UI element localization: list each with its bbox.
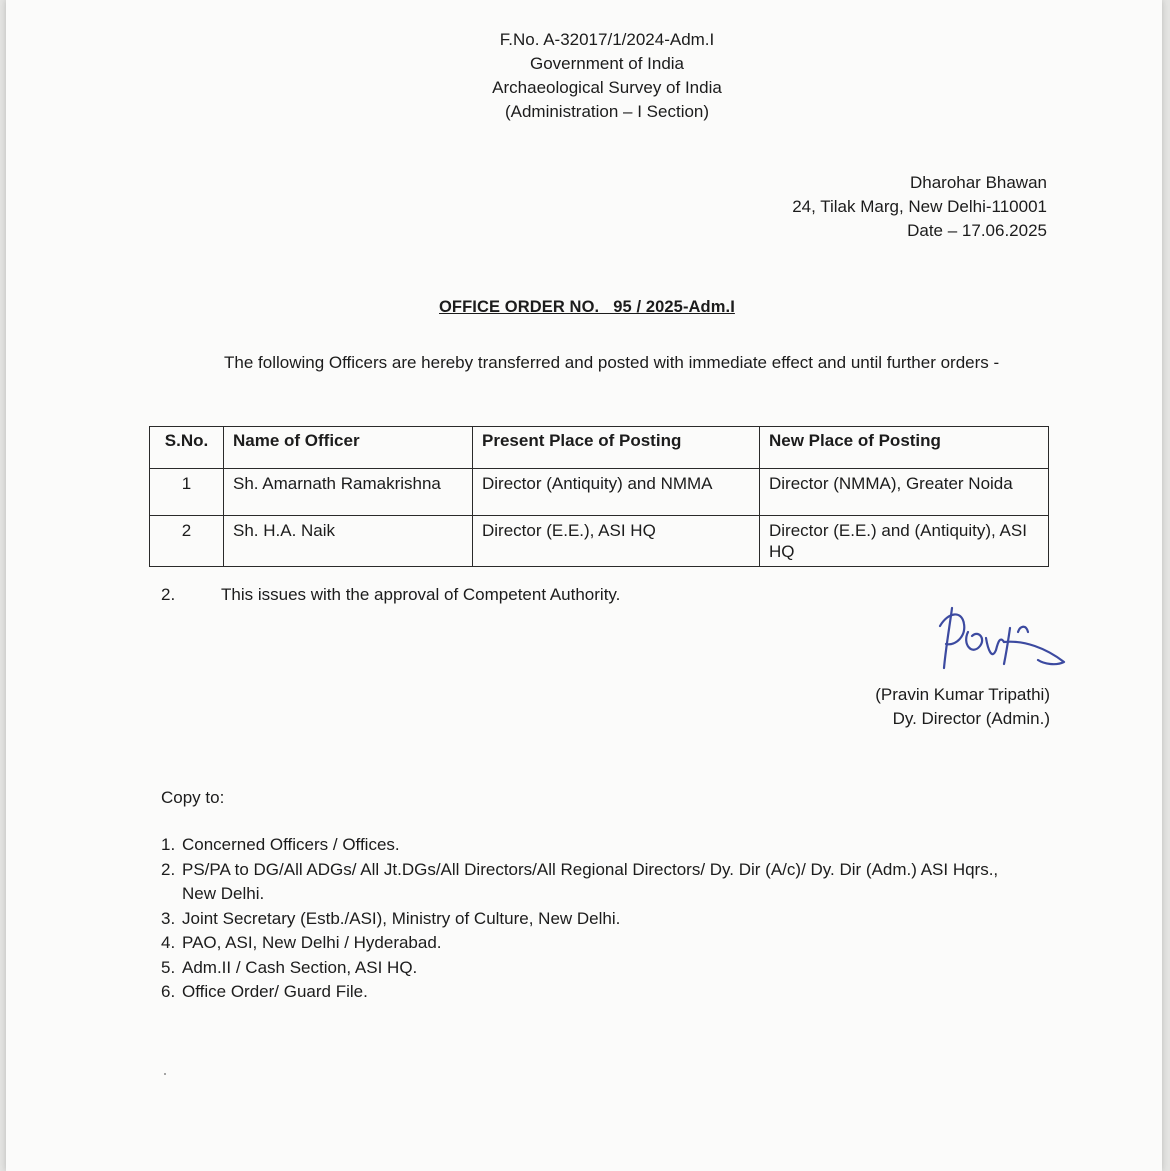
cell-officer-name: Sh. H.A. Naik xyxy=(224,516,473,567)
cell-present-posting: Director (E.E.), ASI HQ xyxy=(473,516,760,567)
section-line: (Administration – I Section) xyxy=(504,102,710,121)
list-item-text: Adm.II / Cash Section, ASI HQ. xyxy=(182,957,418,977)
cell-sno: 2 xyxy=(150,516,224,567)
list-item-text: Office Order/ Guard File. xyxy=(182,982,368,1001)
government-line: Government of India xyxy=(529,54,685,73)
cell-officer-name: Sh. Amarnath Ramakrishna xyxy=(224,469,473,516)
list-item-text: Joint Secretary (Estb./ASI), Ministry of Culture, New Delhi. xyxy=(182,908,621,928)
signature-image xyxy=(934,602,1074,672)
signatory-designation: Dy. Director (Admin.) xyxy=(892,709,1050,728)
list-item-text: Concerned Officers / Offices. xyxy=(182,835,400,854)
signatory-name: (Pravin Kumar Tripathi) xyxy=(875,685,1050,704)
address-building: Dharohar Bhawan xyxy=(909,173,1047,192)
scan-speck xyxy=(164,1073,166,1075)
cell-sno: 1 xyxy=(150,469,224,516)
cell-new-posting: Director (NMMA), Greater Noida xyxy=(760,469,1049,516)
transfer-table xyxy=(149,426,1049,567)
order-date: Date – 17.06.2025 xyxy=(907,221,1047,240)
list-item-number: 3. xyxy=(161,908,176,928)
intro-paragraph: The following Officers are hereby transferred and posted with immediate effect and until further orders - xyxy=(224,353,1000,372)
para2-text: This issues with the approval of Competent Authority. xyxy=(221,585,621,604)
list-item-text: PS/PA to DG/All ADGs/ All Jt.DGs/All Directors/All Regional Directors/ Dy. Dir (A/c)/ Dy. Dir (Adm.) ASI Hqrs., New Delhi. xyxy=(182,859,999,903)
cell-new-posting: Director (E.E.) and (Antiquity), ASI HQ xyxy=(760,516,1049,567)
list-item xyxy=(161,833,1041,858)
copy-to-label: Copy to: xyxy=(161,788,225,807)
header-officer-name: Name of Officer xyxy=(224,427,473,469)
list-item xyxy=(161,907,1041,932)
table-row xyxy=(150,469,1049,516)
list-item xyxy=(161,956,1041,981)
list-item xyxy=(161,931,1041,956)
list-item-text: PAO, ASI, New Delhi / Hyderabad. xyxy=(182,933,442,952)
list-item-number: 4. xyxy=(161,933,176,952)
header-new-posting: New Place of Posting xyxy=(760,427,1049,469)
table-row xyxy=(150,516,1049,567)
file-number: F.No. A-32017/1/2024-Adm.I xyxy=(499,30,715,49)
list-item-number: 2. xyxy=(161,859,176,879)
document-page xyxy=(6,0,1162,1171)
office-order-title: OFFICE ORDER NO. 95 / 2025-Adm.I xyxy=(439,298,735,316)
list-item-number: 5. xyxy=(161,957,176,977)
header-present-posting: Present Place of Posting xyxy=(473,427,760,469)
list-item-number: 1. xyxy=(161,835,176,854)
address-street: 24, Tilak Marg, New Delhi-110001 xyxy=(792,197,1047,216)
list-item xyxy=(161,980,1041,1005)
para2-number: 2. xyxy=(161,585,176,604)
table-header-row xyxy=(150,427,1049,469)
header-sno: S.No. xyxy=(150,427,224,469)
cell-present-posting: Director (Antiquity) and NMMA xyxy=(473,469,760,516)
list-item xyxy=(161,858,1041,907)
organization-line: Archaeological Survey of India xyxy=(492,78,722,97)
list-item-number: 6. xyxy=(161,982,176,1001)
copy-to-list xyxy=(161,833,1041,1005)
